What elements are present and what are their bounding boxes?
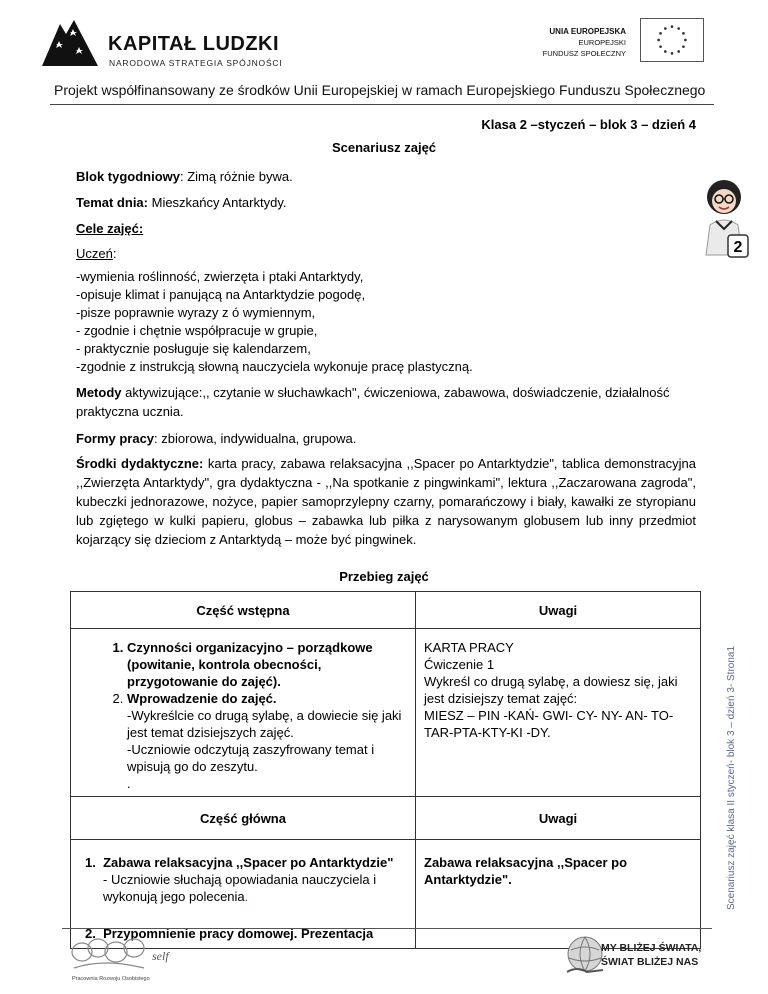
main-item-1: 1. Zabawa relaksacyjna ,,Spacer po Antarktydzie" [85,855,394,870]
list-item [127,690,407,792]
table-row [71,592,701,629]
footer-right-text [601,941,701,969]
cele-line [76,219,696,238]
przebieg-title: Przebieg zajęć [339,569,429,584]
metody-value: aktywizujące:,, czytanie w słuchawkach", ćwiczeniowa, zabawowa, doświadczenie, działalność praktyczna ucznia. [76,385,670,419]
uwagi1-line: Ćwiczenie 1 [424,657,495,672]
main1-desc-line [85,871,407,905]
main1-title: Zabawa relaksacyjna ,,Spacer po Antarktydzie" [103,855,394,870]
uczen-colon: : [112,246,117,261]
goal-item: -zgodnie z instrukcją słowną nauczyciela wykonuje pracę plastyczną. [76,359,473,374]
goal-item: - zgodnie i chętnie współpracuje w grupie, [76,323,318,338]
formy-paragraph [76,429,696,448]
uwagi2-cell [416,840,701,949]
srodki-paragraph [76,454,696,549]
blok-value: : Zimą różnie bywa. [180,169,293,184]
side-footer-text [726,630,738,930]
uwagi1-line: Wykreśl co drugą sylabę, a dowiesz się, jaki jest dzisiejszy temat zajęć: [424,674,678,706]
list-item: 1. Czynności organizacyjno – porządkowe (powitanie, kontrola obecności, przygotowanie do zajęć). [127,639,407,690]
header-uwagi: Uwagi [416,592,701,629]
mascot-number: 2 [733,239,743,256]
mascot-girl-icon [698,175,754,265]
table-row [71,797,701,840]
srodki-label: Środki dydaktyczne: [76,456,204,471]
lesson-plan-table [70,591,701,949]
table-row [71,629,701,797]
formy-value: : zbiorowa, indywidualna, grupowa. [154,431,357,446]
blok-line [76,167,696,186]
goal-item: -wymienia roślinność, zwierzęta i ptaki Antarktydy, [76,269,364,284]
eu-line1: UNIA EUROPEJSKA [549,27,626,36]
blok-label: Blok tygodniowy [76,169,180,184]
header-glowna: Część główna [71,797,416,840]
item2-title: 2. Wprowadzenie do zajęć. [127,691,277,706]
formy-label: Formy pracy [76,431,155,446]
uwagi1-cell [416,629,701,797]
uczen-label: Uczeń [76,246,113,261]
goal-item: -pisze poprawnie wyrazy z ó wymiennym, [76,305,316,320]
kapital-ludzki-title: KAPITAŁ LUDZKI [108,33,280,55]
uwagi1-line: KARTA PRACY [424,640,514,655]
glowna-cell [71,840,416,949]
eu-line3: FUNDUSZ SPOŁECZNY [542,49,626,58]
footer-left-label: Pracownia Rozwoju Osobistego [72,976,150,982]
metody-label: Metody [76,385,122,400]
temat-line [76,193,696,212]
temat-label: Temat dnia: [76,195,148,210]
eu-label [543,26,626,59]
kapital-ludzki-logo [40,14,100,74]
project-cofinancing-line: Projekt współfinansowany ze środków Unii Europejskiej w ramach Europejskiego Funduszu Społecznego [54,82,706,98]
side-text: Scenariusz zajęć klasa II styczeń- blok 3 – dzień 3- Strona1 [726,645,737,910]
svg-text:self: self [152,949,169,963]
footer-divider [62,928,712,929]
footer-right-line1: MY BLIŻEJ ŚWIATA, [601,942,702,954]
item2-line: -Uczniowie odczytują zaszyfrowany temat i wpisują go do zeszytu. [127,742,375,774]
uwagi2-text: Zabawa relaksacyjna ,,Spacer po Antarktydzie". [424,855,628,887]
main2-title: Przypomnienie pracy domowej. Prezentacja [103,926,374,941]
wstepna-list [79,639,407,792]
class-info: Klasa 2 –styczeń – blok 3 – dzień 4 [481,117,696,132]
kapital-ludzki-subtitle: NARODOWA STRATEGIA SPÓJNOŚCI [109,58,283,68]
goal-item: -opisuje klimat i panującą na Antarktydzie pogodę, [76,287,366,302]
temat-value: Mieszkańcy Antarktydy. [148,195,287,210]
srodki-value: karta pracy, zabawa relaksacyjna ,,Spacer po Antarktydzie", tablica demonstracyjna ,,Zwierzęta Antarktydy", gra dydaktyczna - ,,Na spotkanie z pingwinkami", lektura ,,Zaczarowana zagroda", kubeczki jednorazowe, nożyce, papier samoprzylepny czarny, pomarańczowy i biały, kawałki ze styropianu lub zgiętego w kulki papieru, globus – zabawka lub piłka z narysowanym globusem lub inny przedmiot kojarzący się dzieciom z Antarktydą – może być pingwinek. [76,456,696,547]
main1-dot: . [244,889,249,904]
wstepna-cell [71,629,416,797]
scenario-title: Scenariusz zajęć [331,140,437,155]
uczen-line [76,244,696,263]
metody-paragraph [76,383,696,421]
main1-desc: - Uczniowie słuchają opowiadania nauczyciela i wykonują jego polecenia [103,872,377,904]
eu-flag-icon [640,18,704,62]
header-divider [50,104,714,105]
item2-line: . [127,776,131,791]
header-uwagi2: Uwagi [416,797,701,840]
uwagi1-line: MIESZ – PIN -KAŃ- GWI- CY- NY- AN- TO-TAR-PTA-KTY-KI -DY. [424,708,674,740]
eu-line2: EUROPEJSKI [578,38,626,47]
header-wstepna: Część wstępna [71,592,416,629]
goal-item: - praktycznie posługuje się kalendarzem, [76,341,311,356]
footer-right-line2: ŚWIAT BLIŻEJ NAS [601,956,699,968]
cele-label: Cele zajęć: [76,221,144,236]
item2-line: -Wykreślcie co drugą sylabę, a dowiecie się jaki jest temat dzisiejszych zajęć. [127,708,402,740]
main-item-2: 2. Przypomnienie pracy domowej. Prezentacja [85,926,374,941]
